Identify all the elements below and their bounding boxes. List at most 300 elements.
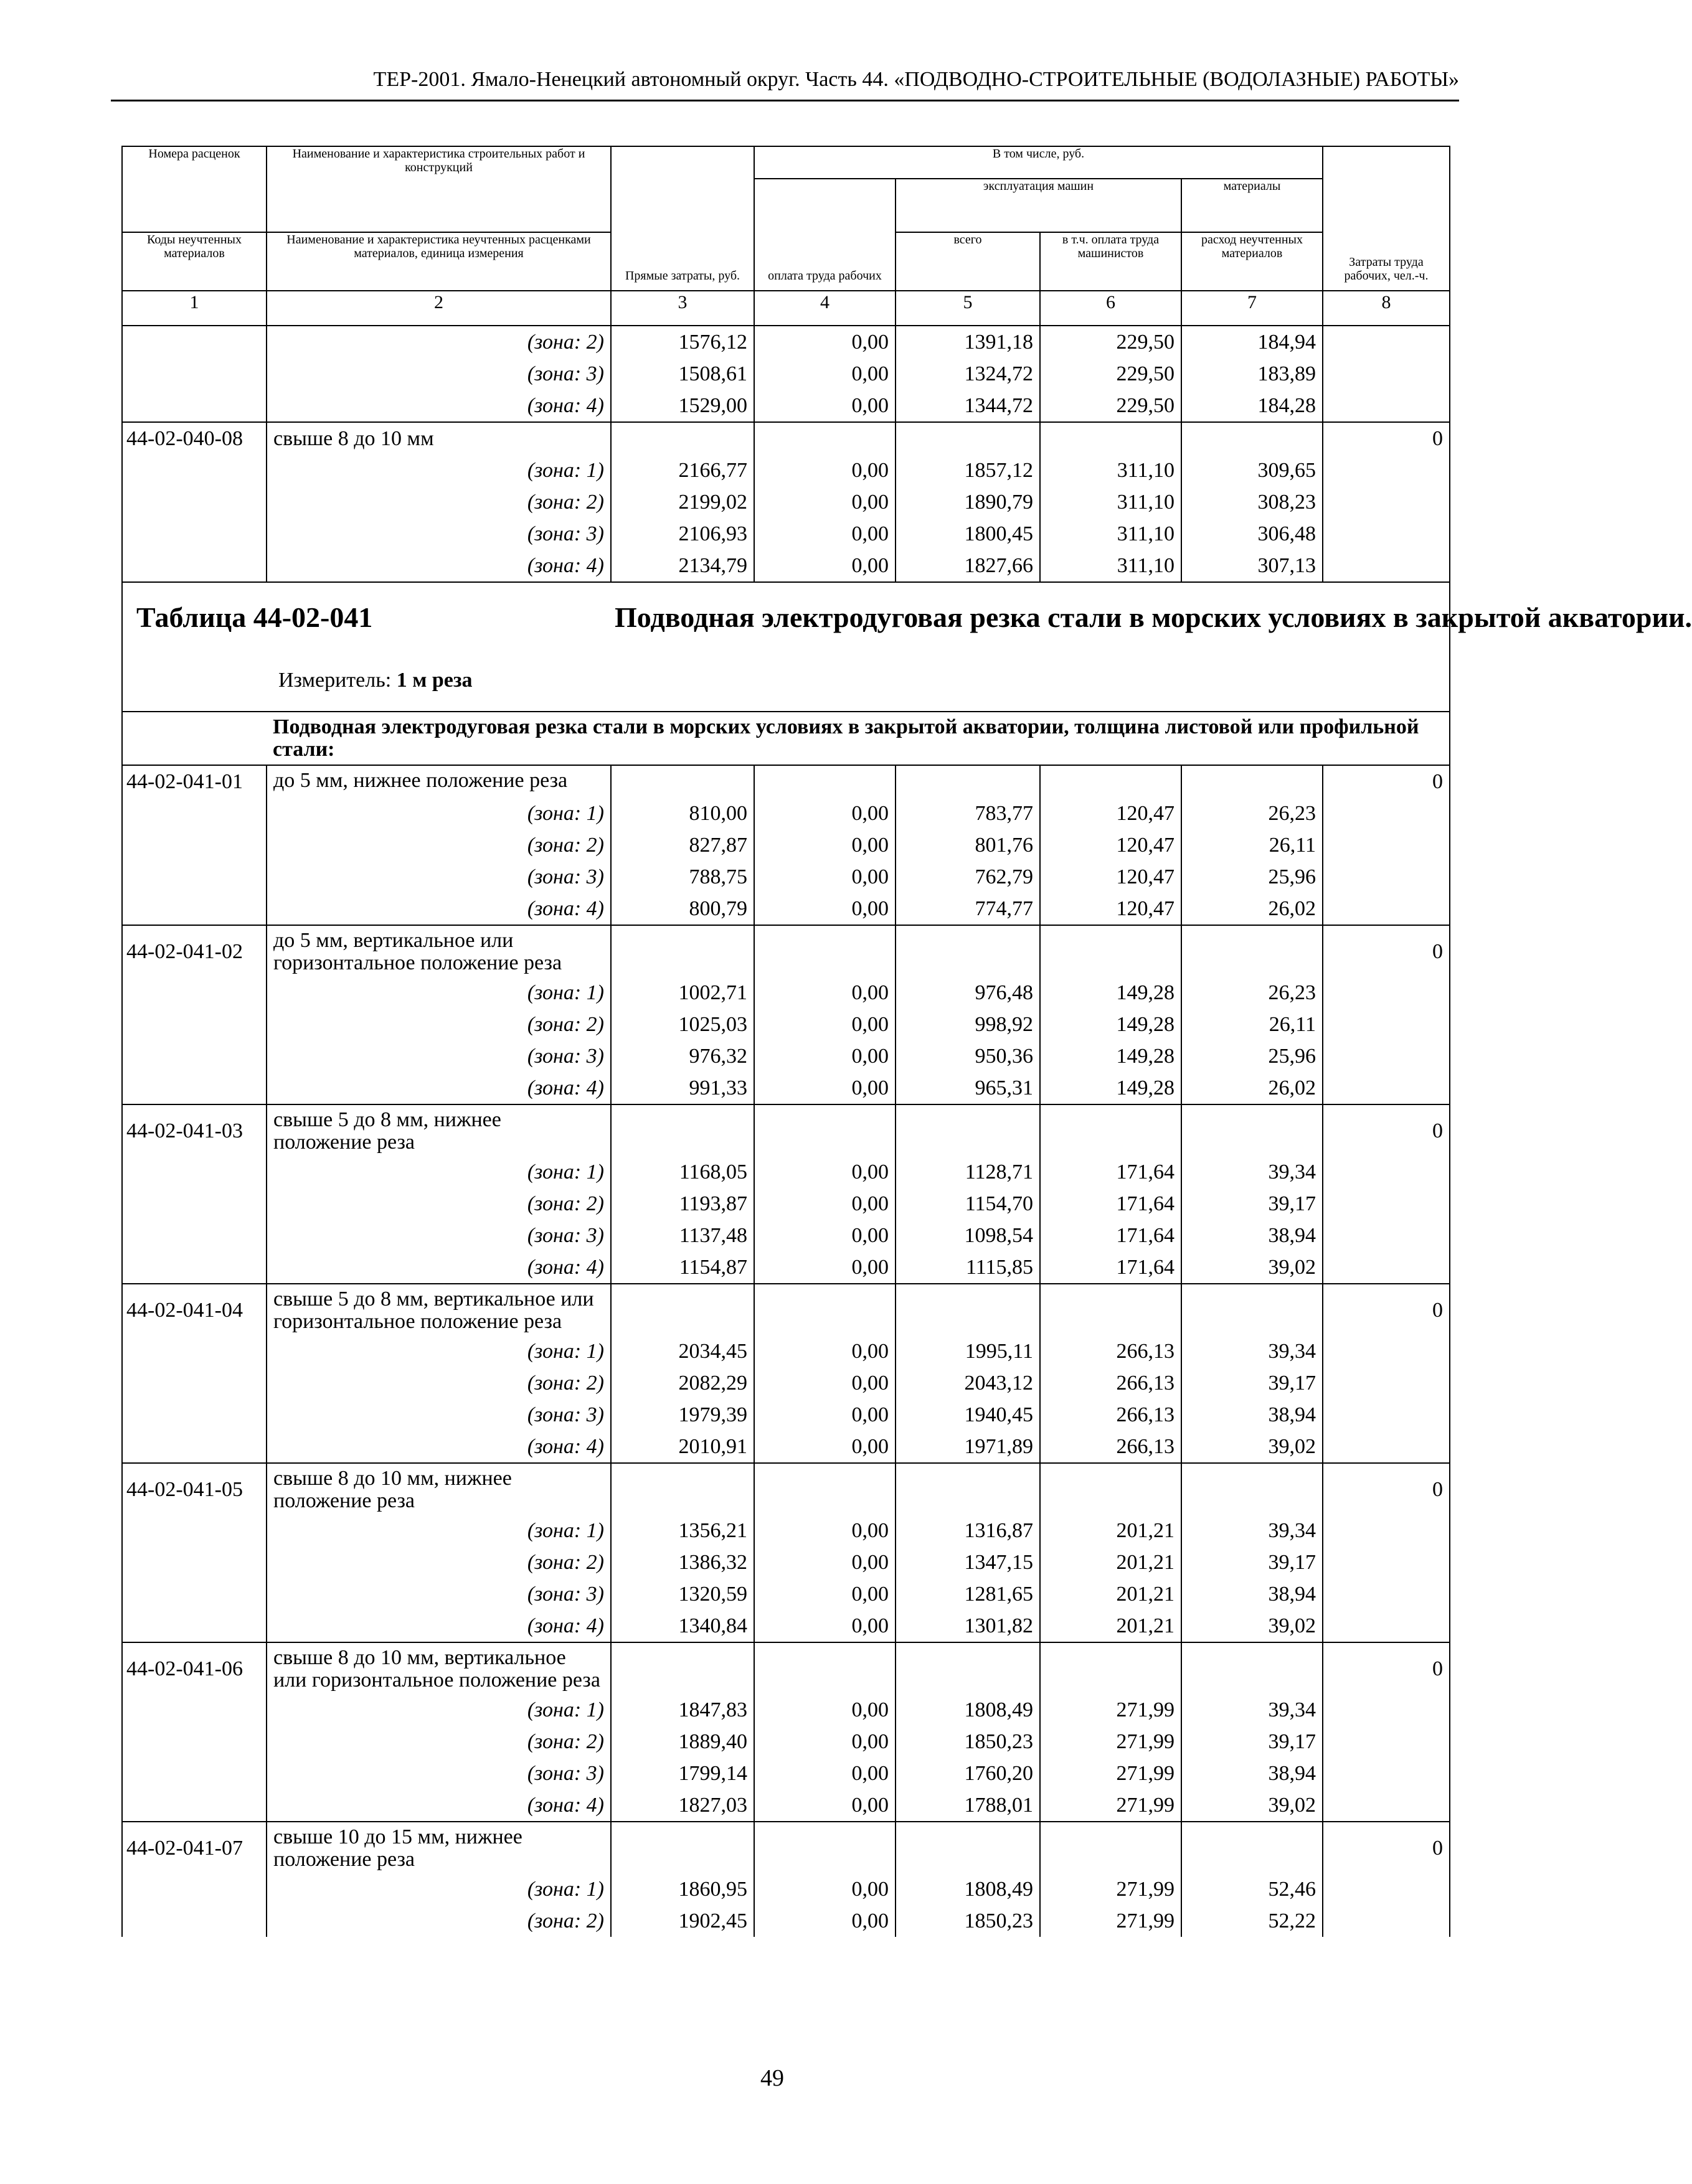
materials-cost: 184,28 xyxy=(1181,390,1323,422)
labor-pay: 0,00 xyxy=(754,1905,896,1937)
materials-cost: 39,17 xyxy=(1181,1726,1323,1758)
machines-total: 1098,54 xyxy=(896,1220,1040,1251)
table-row xyxy=(122,454,1450,486)
table-row xyxy=(122,893,1450,925)
direct-cost: 788,75 xyxy=(611,861,754,893)
rates-table-wrapper xyxy=(121,146,1692,1937)
table-row xyxy=(122,1905,1450,1937)
labor-pay: 0,00 xyxy=(754,1431,896,1463)
table-row xyxy=(122,1873,1450,1905)
machinist-pay: 271,99 xyxy=(1040,1726,1181,1758)
labor-pay: 0,00 xyxy=(754,1578,896,1610)
direct-cost: 2082,29 xyxy=(611,1367,754,1399)
labor-pay: 0,00 xyxy=(754,1515,896,1546)
labor-pay: 0,00 xyxy=(754,1758,896,1789)
table-row xyxy=(122,1515,1450,1546)
machinist-pay: 311,10 xyxy=(1040,454,1181,486)
machines-total: 1115,85 xyxy=(896,1251,1040,1284)
materials-cost: 308,23 xyxy=(1181,486,1323,518)
direct-cost: 1508,61 xyxy=(611,358,754,390)
machines-total: 976,48 xyxy=(896,977,1040,1009)
labor-hours: 0 xyxy=(1323,1642,1450,1694)
labor-pay: 0,00 xyxy=(754,1399,896,1431)
table-row xyxy=(122,1399,1450,1431)
zone-label: (зона: 3) xyxy=(267,1040,611,1072)
machinist-pay: 120,47 xyxy=(1040,861,1181,893)
zone-label: (зона: 1) xyxy=(267,1515,611,1546)
materials-cost: 26,11 xyxy=(1181,1009,1323,1040)
materials-cost: 26,11 xyxy=(1181,829,1323,861)
rate-name: до 5 мм, вертикальное или горизонтальное положение реза xyxy=(267,925,611,977)
materials-cost: 25,96 xyxy=(1181,861,1323,893)
col3-header: Прямые затраты, руб. xyxy=(611,146,754,291)
zone-label: (зона: 4) xyxy=(267,1789,611,1822)
rate-name: свыше 8 до 10 мм xyxy=(267,422,611,454)
col1-header-bottom: Коды неучтенных материалов xyxy=(122,232,267,291)
zone-label: (зона: 4) xyxy=(267,1251,611,1284)
materials-cost: 39,34 xyxy=(1181,1335,1323,1367)
rate-code: 44-02-040-08 xyxy=(122,422,267,454)
labor-pay: 0,00 xyxy=(754,1726,896,1758)
machinist-pay: 120,47 xyxy=(1040,798,1181,829)
table-row xyxy=(122,518,1450,550)
rate-name: свыше 8 до 10 мм, вертикальное или горизонтальное положение реза xyxy=(267,1642,611,1694)
rate-name: свыше 5 до 8 мм, вертикальное или горизонтальное положение реза xyxy=(267,1284,611,1335)
zone-label: (зона: 2) xyxy=(267,486,611,518)
table-row xyxy=(122,1431,1450,1463)
labor-pay: 0,00 xyxy=(754,1251,896,1284)
machinist-pay: 311,10 xyxy=(1040,486,1181,518)
direct-cost: 1356,21 xyxy=(611,1515,754,1546)
table-title: Подводная электродуговая резка стали в морских условиях в закрытой акватории. xyxy=(615,601,1692,633)
labor-pay: 0,00 xyxy=(754,893,896,925)
materials-cost: 39,34 xyxy=(1181,1694,1323,1726)
direct-cost: 1576,12 xyxy=(611,326,754,358)
direct-cost: 976,32 xyxy=(611,1040,754,1072)
labor-hours: 0 xyxy=(1323,1104,1450,1156)
table-row xyxy=(122,422,1450,454)
labor-pay: 0,00 xyxy=(754,977,896,1009)
rate-code: 44-02-041-01 xyxy=(122,765,267,798)
machines-total: 965,31 xyxy=(896,1072,1040,1104)
unit-label: Измеритель: xyxy=(278,669,392,692)
materials-cost: 307,13 xyxy=(1181,550,1323,582)
zone-label: (зона: 4) xyxy=(267,390,611,422)
section-heading: Подводная электродуговая резка стали в морских условиях в закрытой акватории, толщина листовой или профильной стали: xyxy=(267,712,1450,765)
rate-name: свыше 10 до 15 мм, нижнее положение реза xyxy=(267,1822,611,1873)
table-row xyxy=(122,1463,1450,1515)
table-row xyxy=(122,1758,1450,1789)
direct-cost: 1340,84 xyxy=(611,1610,754,1642)
machines-total: 801,76 xyxy=(896,829,1040,861)
machinist-pay: 171,64 xyxy=(1040,1251,1181,1284)
zone-label: (зона: 1) xyxy=(267,1694,611,1726)
rate-code: 44-02-041-02 xyxy=(122,925,267,977)
zone-label: (зона: 4) xyxy=(267,550,611,582)
zone-label: (зона: 1) xyxy=(267,977,611,1009)
zone-label: (зона: 2) xyxy=(267,829,611,861)
zone-label: (зона: 1) xyxy=(267,454,611,486)
zone-label: (зона: 2) xyxy=(267,1188,611,1220)
page-number: 49 xyxy=(760,2065,784,2091)
machinist-pay: 201,21 xyxy=(1040,1546,1181,1578)
machines-total: 1940,45 xyxy=(896,1399,1040,1431)
machinist-pay: 201,21 xyxy=(1040,1578,1181,1610)
col-number: 6 xyxy=(1040,291,1181,326)
labor-pay: 0,00 xyxy=(754,454,896,486)
materials-cost: 306,48 xyxy=(1181,518,1323,550)
machines-total: 2043,12 xyxy=(896,1367,1040,1399)
machinist-pay: 229,50 xyxy=(1040,390,1181,422)
labor-pay: 0,00 xyxy=(754,1789,896,1822)
machinist-pay: 311,10 xyxy=(1040,550,1181,582)
col8-header: Затраты труда рабочих, чел.-ч. xyxy=(1323,146,1450,291)
materials-cost: 39,34 xyxy=(1181,1156,1323,1188)
labor-pay: 0,00 xyxy=(754,358,896,390)
table-row xyxy=(122,1251,1450,1284)
machines-total: 1128,71 xyxy=(896,1156,1040,1188)
zone-label: (зона: 3) xyxy=(267,1758,611,1789)
rate-name: свыше 8 до 10 мм, нижнее положение реза xyxy=(267,1463,611,1515)
machinist-pay: 149,28 xyxy=(1040,977,1181,1009)
zone-label: (зона: 2) xyxy=(267,1367,611,1399)
col-number: 3 xyxy=(611,291,754,326)
machinist-pay: 266,13 xyxy=(1040,1431,1181,1463)
labor-hours: 0 xyxy=(1323,422,1450,454)
table-row xyxy=(122,1642,1450,1694)
labor-pay: 0,00 xyxy=(754,518,896,550)
zone-label: (зона: 3) xyxy=(267,1578,611,1610)
machines-total: 1808,49 xyxy=(896,1873,1040,1905)
machines-total: 1324,72 xyxy=(896,358,1040,390)
table-row xyxy=(122,1789,1450,1822)
direct-cost: 2166,77 xyxy=(611,454,754,486)
direct-cost: 2199,02 xyxy=(611,486,754,518)
machinist-pay: 149,28 xyxy=(1040,1009,1181,1040)
zone-label: (зона: 2) xyxy=(267,1905,611,1937)
table-row xyxy=(122,1578,1450,1610)
table-row xyxy=(122,358,1450,390)
col1-header-top: Номера расценок xyxy=(122,146,267,232)
materials-cost: 39,17 xyxy=(1181,1367,1323,1399)
direct-cost: 1799,14 xyxy=(611,1758,754,1789)
table-body xyxy=(122,326,1692,765)
machines-total: 783,77 xyxy=(896,798,1040,829)
direct-cost: 2010,91 xyxy=(611,1431,754,1463)
materials-cost: 26,02 xyxy=(1181,1072,1323,1104)
table-header xyxy=(122,146,1450,326)
machinist-pay: 171,64 xyxy=(1040,1220,1181,1251)
direct-cost: 1889,40 xyxy=(611,1726,754,1758)
machinist-pay: 266,13 xyxy=(1040,1367,1181,1399)
machinist-pay: 271,99 xyxy=(1040,1789,1181,1822)
machines-total: 1850,23 xyxy=(896,1726,1040,1758)
direct-cost: 1860,95 xyxy=(611,1873,754,1905)
direct-cost: 1137,48 xyxy=(611,1220,754,1251)
header-rule xyxy=(111,100,1459,101)
col2-header-top: Наименование и характеристика строительных работ и конструкций xyxy=(267,146,611,232)
table-row xyxy=(122,1335,1450,1367)
table-row xyxy=(122,1694,1450,1726)
table-row xyxy=(122,1040,1450,1072)
materials-cost: 38,94 xyxy=(1181,1758,1323,1789)
direct-cost: 2034,45 xyxy=(611,1335,754,1367)
machinist-pay: 266,13 xyxy=(1040,1335,1181,1367)
table-row xyxy=(122,1188,1450,1220)
machines-total: 1857,12 xyxy=(896,454,1040,486)
table-row xyxy=(122,829,1450,861)
materials-cost: 39,17 xyxy=(1181,1546,1323,1578)
table-title-block xyxy=(122,582,1450,712)
machines-total: 1347,15 xyxy=(896,1546,1040,1578)
direct-cost: 991,33 xyxy=(611,1072,754,1104)
zone-label: (зона: 4) xyxy=(267,1072,611,1104)
labor-pay: 0,00 xyxy=(754,1072,896,1104)
labor-hours: 0 xyxy=(1323,1463,1450,1515)
labor-pay: 0,00 xyxy=(754,1156,896,1188)
machines-total: 1301,82 xyxy=(896,1610,1040,1642)
table-row xyxy=(122,1009,1450,1040)
materials-cost: 26,02 xyxy=(1181,893,1323,925)
materials-cost: 26,23 xyxy=(1181,798,1323,829)
table-row xyxy=(122,486,1450,518)
machines-total: 774,77 xyxy=(896,893,1040,925)
materials-cost: 39,34 xyxy=(1181,1515,1323,1546)
machines-total: 1281,65 xyxy=(896,1578,1040,1610)
labor-pay: 0,00 xyxy=(754,1367,896,1399)
labor-pay: 0,00 xyxy=(754,1188,896,1220)
rate-name: свыше 5 до 8 мм, нижнее положение реза xyxy=(267,1104,611,1156)
labor-hours: 0 xyxy=(1323,925,1450,977)
machines-header: эксплуатация машин xyxy=(896,179,1181,232)
direct-cost: 1193,87 xyxy=(611,1188,754,1220)
machines-total: 762,79 xyxy=(896,861,1040,893)
machinist-pay: 271,99 xyxy=(1040,1758,1181,1789)
labor-pay: 0,00 xyxy=(754,550,896,582)
materials-cost: 39,02 xyxy=(1181,1610,1323,1642)
direct-cost: 1320,59 xyxy=(611,1578,754,1610)
incl-header: В том числе, руб. xyxy=(754,146,1323,179)
materials-cost: 183,89 xyxy=(1181,358,1323,390)
machinist-pay: 171,64 xyxy=(1040,1188,1181,1220)
labor-pay: 0,00 xyxy=(754,861,896,893)
materials-header: материалы xyxy=(1181,179,1323,232)
direct-cost: 2106,93 xyxy=(611,518,754,550)
table-row xyxy=(122,977,1450,1009)
direct-cost: 1979,39 xyxy=(611,1399,754,1431)
labor-pay: 0,00 xyxy=(754,1873,896,1905)
zone-label: (зона: 3) xyxy=(267,358,611,390)
table-row xyxy=(122,1367,1450,1399)
zone-label: (зона: 1) xyxy=(267,798,611,829)
machinist-pay: 120,47 xyxy=(1040,893,1181,925)
table-row xyxy=(122,1156,1450,1188)
machines-total: 1971,89 xyxy=(896,1431,1040,1463)
zone-label: (зона: 2) xyxy=(267,1009,611,1040)
unit-line xyxy=(278,667,473,694)
materials-cost: 39,02 xyxy=(1181,1789,1323,1822)
materials-cost: 38,94 xyxy=(1181,1220,1323,1251)
direct-cost: 810,00 xyxy=(611,798,754,829)
col-number: 7 xyxy=(1181,291,1323,326)
machines-total: 1788,01 xyxy=(896,1789,1040,1822)
materials-cost: 309,65 xyxy=(1181,454,1323,486)
machinist-pay: 271,99 xyxy=(1040,1694,1181,1726)
labor-pay: 0,00 xyxy=(754,486,896,518)
machinist-pay: 229,50 xyxy=(1040,326,1181,358)
machinist-pay: 229,50 xyxy=(1040,358,1181,390)
zone-label: (зона: 3) xyxy=(267,1220,611,1251)
table-row xyxy=(122,925,1450,977)
materials-cost: 39,02 xyxy=(1181,1251,1323,1284)
labor-pay: 0,00 xyxy=(754,326,896,358)
col-number: 2 xyxy=(267,291,611,326)
col-number: 4 xyxy=(754,291,896,326)
table-row xyxy=(122,326,1450,358)
table-row xyxy=(122,1726,1450,1758)
materials-cost: 39,17 xyxy=(1181,1188,1323,1220)
table-number: Таблица 44-02-041 xyxy=(136,601,373,633)
zone-label: (зона: 3) xyxy=(267,518,611,550)
labor-pay: 0,00 xyxy=(754,798,896,829)
machinist-pay: 149,28 xyxy=(1040,1072,1181,1104)
col7-header: расход неучтенных материалов xyxy=(1181,232,1323,291)
col-number: 8 xyxy=(1323,291,1450,326)
running-header: ТЕР-2001. Ямало-Ненецкий автономный округ. Часть 44. «ПОДВОДНО-СТРОИТЕЛЬНЫЕ (ВОДОЛАЗНЫЕ) РАБОТЫ» xyxy=(373,68,1459,91)
machinist-pay: 311,10 xyxy=(1040,518,1181,550)
items-body xyxy=(122,765,1450,1937)
labor-pay: 0,00 xyxy=(754,829,896,861)
table-row xyxy=(122,1610,1450,1642)
rate-code: 44-02-041-03 xyxy=(122,1104,267,1156)
direct-cost: 800,79 xyxy=(611,893,754,925)
table-row xyxy=(122,765,1450,798)
direct-cost: 1902,45 xyxy=(611,1905,754,1937)
machinist-pay: 271,99 xyxy=(1040,1873,1181,1905)
zone-label: (зона: 3) xyxy=(267,1399,611,1431)
machines-total: 1827,66 xyxy=(896,550,1040,582)
zone-label: (зона: 1) xyxy=(267,1873,611,1905)
zone-label: (зона: 2) xyxy=(267,326,611,358)
labor-pay: 0,00 xyxy=(754,1546,896,1578)
section-row xyxy=(122,712,1450,765)
machines-total: 1890,79 xyxy=(896,486,1040,518)
table-row xyxy=(122,1104,1450,1156)
table-row xyxy=(122,1220,1450,1251)
machinist-pay: 271,99 xyxy=(1040,1905,1181,1937)
zone-label: (зона: 1) xyxy=(267,1156,611,1188)
direct-cost: 1154,87 xyxy=(611,1251,754,1284)
materials-cost: 52,22 xyxy=(1181,1905,1323,1937)
labor-hours: 0 xyxy=(1323,765,1450,798)
table-row xyxy=(122,1284,1450,1335)
materials-cost: 26,23 xyxy=(1181,977,1323,1009)
machines-total: 950,36 xyxy=(896,1040,1040,1072)
direct-cost: 1025,03 xyxy=(611,1009,754,1040)
materials-cost: 52,46 xyxy=(1181,1873,1323,1905)
machines-total: 1808,49 xyxy=(896,1694,1040,1726)
direct-cost: 1168,05 xyxy=(611,1156,754,1188)
materials-cost: 39,02 xyxy=(1181,1431,1323,1463)
zone-label: (зона: 2) xyxy=(267,1546,611,1578)
zone-label: (зона: 4) xyxy=(267,893,611,925)
col6-header: в т.ч. оплата труда машинистов xyxy=(1040,232,1181,291)
machines-total: 998,92 xyxy=(896,1009,1040,1040)
zone-label: (зона: 3) xyxy=(267,861,611,893)
machinist-pay: 120,47 xyxy=(1040,829,1181,861)
materials-cost: 38,94 xyxy=(1181,1399,1323,1431)
machinist-pay: 171,64 xyxy=(1040,1156,1181,1188)
labor-pay: 0,00 xyxy=(754,1220,896,1251)
machines-total: 1995,11 xyxy=(896,1335,1040,1367)
labor-pay: 0,00 xyxy=(754,1610,896,1642)
col-number: 1 xyxy=(122,291,267,326)
machines-total: 1344,72 xyxy=(896,390,1040,422)
table-row xyxy=(122,390,1450,422)
machines-total: 1391,18 xyxy=(896,326,1040,358)
col4-header: оплата труда рабочих xyxy=(754,179,896,291)
labor-pay: 0,00 xyxy=(754,1040,896,1072)
machines-total: 1154,70 xyxy=(896,1188,1040,1220)
col5-header: всего xyxy=(896,232,1040,291)
machinist-pay: 149,28 xyxy=(1040,1040,1181,1072)
zone-label: (зона: 2) xyxy=(267,1726,611,1758)
direct-cost: 1386,32 xyxy=(611,1546,754,1578)
rate-code: 44-02-041-07 xyxy=(122,1822,267,1873)
table-row xyxy=(122,1072,1450,1104)
direct-cost: 1529,00 xyxy=(611,390,754,422)
zone-label: (зона: 4) xyxy=(267,1610,611,1642)
rate-code: 44-02-041-05 xyxy=(122,1463,267,1515)
machines-total: 1760,20 xyxy=(896,1758,1040,1789)
unit-value: 1 м реза xyxy=(396,669,473,692)
labor-pay: 0,00 xyxy=(754,1694,896,1726)
labor-pay: 0,00 xyxy=(754,390,896,422)
col-number: 5 xyxy=(896,291,1040,326)
direct-cost: 2134,79 xyxy=(611,550,754,582)
table-row xyxy=(122,1546,1450,1578)
direct-cost: 1827,03 xyxy=(611,1789,754,1822)
direct-cost: 1847,83 xyxy=(611,1694,754,1726)
direct-cost: 827,87 xyxy=(611,829,754,861)
rate-code: 44-02-041-06 xyxy=(122,1642,267,1694)
machinist-pay: 201,21 xyxy=(1040,1610,1181,1642)
labor-hours: 0 xyxy=(1323,1822,1450,1873)
col2-header-bottom: Наименование и характеристика неучтенных расценками материалов, единица измерения xyxy=(267,232,611,291)
machines-total: 1850,23 xyxy=(896,1905,1040,1937)
table-row xyxy=(122,1822,1450,1873)
materials-cost: 25,96 xyxy=(1181,1040,1323,1072)
labor-hours: 0 xyxy=(1323,1284,1450,1335)
zone-label: (зона: 1) xyxy=(267,1335,611,1367)
rates-table xyxy=(121,146,1692,1937)
rate-name: до 5 мм, нижнее положение реза xyxy=(267,765,611,798)
machines-total: 1800,45 xyxy=(896,518,1040,550)
direct-cost: 1002,71 xyxy=(611,977,754,1009)
table-row xyxy=(122,861,1450,893)
labor-pay: 0,00 xyxy=(754,1009,896,1040)
machinist-pay: 266,13 xyxy=(1040,1399,1181,1431)
labor-pay: 0,00 xyxy=(754,1335,896,1367)
zone-label: (зона: 4) xyxy=(267,1431,611,1463)
rate-code: 44-02-041-04 xyxy=(122,1284,267,1335)
machines-total: 1316,87 xyxy=(896,1515,1040,1546)
materials-cost: 184,94 xyxy=(1181,326,1323,358)
table-row xyxy=(122,550,1450,582)
machinist-pay: 201,21 xyxy=(1040,1515,1181,1546)
table-row xyxy=(122,798,1450,829)
materials-cost: 38,94 xyxy=(1181,1578,1323,1610)
